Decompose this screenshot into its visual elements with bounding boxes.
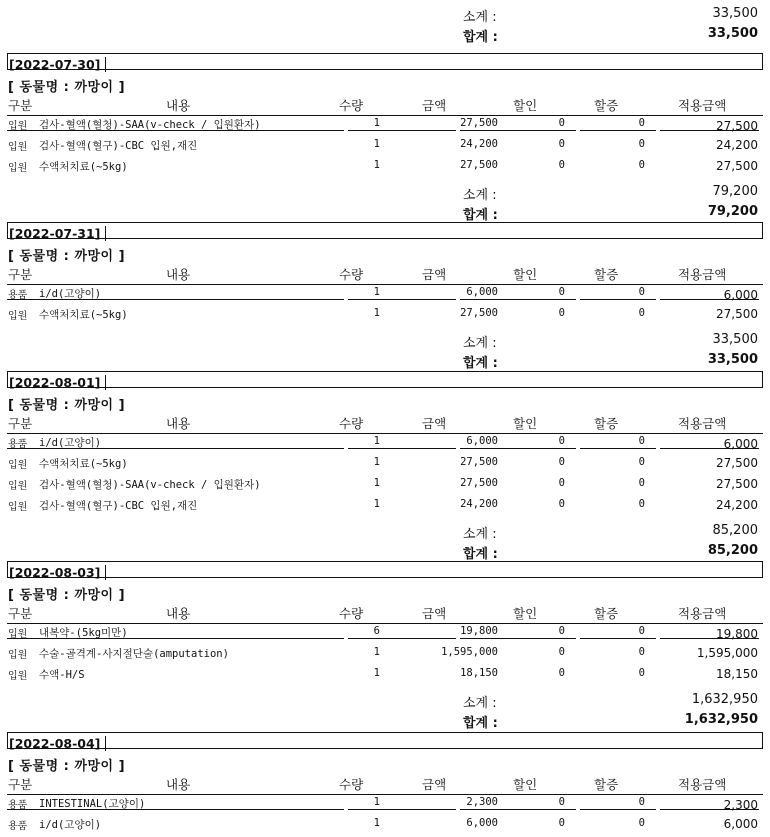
first-row-underline (660, 448, 759, 449)
table-row (0, 646, 770, 666)
col-amount-header: 금액 (422, 606, 447, 621)
row-applied-amount: 6,000 (723, 288, 758, 302)
first-row-underline (580, 299, 656, 300)
row-surcharge: 0 (638, 138, 645, 150)
col-discount-header: 할인 (513, 777, 538, 792)
table-row (0, 307, 770, 327)
row-description: 수액처치료(~5kg) (39, 309, 128, 321)
col-type-header: 구분 (8, 267, 33, 282)
column-header-row (0, 414, 770, 432)
row-quantity: 1 (373, 796, 380, 808)
col-applied-header: 적용금액 (678, 416, 727, 431)
table-row (0, 498, 770, 518)
total-value: 33,500 (707, 352, 758, 367)
row-description: i/d(고양이) (39, 437, 102, 449)
total-value: 85,200 (707, 543, 758, 558)
row-discount: 0 (558, 667, 565, 679)
row-surcharge: 0 (638, 477, 645, 489)
row-discount: 0 (558, 117, 565, 129)
row-type: 용품 (8, 800, 28, 811)
date-header-box (7, 53, 763, 70)
col-type-header: 구분 (8, 606, 33, 621)
row-quantity: 1 (373, 498, 380, 510)
col-surcharge-header: 할증 (594, 98, 619, 113)
total-label: 합계 : (463, 30, 498, 45)
table-row (0, 817, 770, 837)
table-row (0, 456, 770, 476)
row-type: 입원 (8, 481, 28, 492)
row-discount: 0 (558, 307, 565, 319)
row-type: 입원 (8, 650, 28, 661)
col-desc-header: 내용 (166, 606, 191, 621)
col-type-header: 구분 (8, 98, 33, 113)
row-type: 입원 (8, 121, 28, 132)
subtotal-label: 소계 : (463, 10, 497, 25)
row-applied-amount: 27,500 (716, 307, 758, 321)
col-qty-header: 수량 (339, 416, 364, 431)
row-applied-amount: 24,200 (716, 498, 758, 512)
animal-name-label: [ 동물명 : 까망이 ] (8, 398, 126, 413)
row-surcharge: 0 (638, 286, 645, 298)
col-qty-header: 수량 (339, 98, 364, 113)
row-surcharge: 0 (638, 646, 645, 658)
first-row-underline (660, 299, 759, 300)
row-type: 입원 (8, 502, 28, 513)
total-label: 합계 : (463, 208, 498, 223)
row-description: 검사-혈액(혈구)-CBC 입원,재진 (39, 500, 198, 512)
date-label: [2022-08-03] (8, 565, 106, 580)
subtotal-value: 33,500 (712, 6, 758, 21)
row-surcharge: 0 (638, 159, 645, 171)
date-label: [2022-07-31] (8, 226, 106, 241)
col-surcharge-header: 할증 (594, 606, 619, 621)
row-amount: 27,500 (460, 477, 498, 489)
col-amount-header: 금액 (422, 416, 447, 431)
subtotal-label: 소계 : (463, 696, 497, 711)
row-amount: 6,000 (466, 286, 498, 298)
table-row (0, 117, 770, 137)
total-label: 합계 : (463, 716, 498, 731)
row-surcharge: 0 (638, 625, 645, 637)
row-amount: 24,200 (460, 498, 498, 510)
row-applied-amount: 6,000 (723, 817, 758, 831)
row-description: 내복약-(5kg미만) (39, 627, 128, 639)
col-desc-header: 내용 (166, 267, 191, 282)
row-surcharge: 0 (638, 796, 645, 808)
date-label: [2022-07-30] (8, 57, 106, 72)
row-amount: 24,200 (460, 138, 498, 150)
row-amount: 18,150 (460, 667, 498, 679)
section-total-row (0, 543, 770, 561)
row-applied-amount: 27,500 (716, 456, 758, 470)
col-surcharge-header: 할증 (594, 777, 619, 792)
subtotal-value: 1,632,950 (691, 692, 758, 707)
row-quantity: 1 (373, 477, 380, 489)
col-discount-header: 할인 (513, 98, 538, 113)
row-surcharge: 0 (638, 456, 645, 468)
row-surcharge: 0 (638, 667, 645, 679)
row-amount: 6,000 (466, 435, 498, 447)
col-type-header: 구분 (8, 777, 33, 792)
row-amount: 1,595,000 (441, 646, 498, 658)
first-row-underline (460, 448, 576, 449)
section-subtotal-row (0, 184, 770, 202)
col-applied-header: 적용금액 (678, 98, 727, 113)
row-quantity: 6 (373, 625, 380, 637)
section-subtotal-row (0, 523, 770, 541)
table-row (0, 625, 770, 645)
row-quantity: 1 (373, 307, 380, 319)
row-type: 입원 (8, 142, 28, 153)
first-row-underline (460, 299, 576, 300)
row-quantity: 1 (373, 159, 380, 171)
row-type: 입원 (8, 629, 28, 640)
row-quantity: 1 (373, 817, 380, 829)
section-total-row (0, 204, 770, 222)
col-applied-header: 적용금액 (678, 267, 727, 282)
row-description: i/d(고양이) (39, 819, 102, 831)
col-amount-header: 금액 (422, 267, 447, 282)
first-row-underline (7, 130, 344, 131)
col-discount-header: 할인 (513, 267, 538, 282)
row-description: 수액처치료(~5kg) (39, 161, 128, 173)
row-applied-amount: 2,300 (723, 798, 758, 812)
first-row-underline (580, 638, 656, 639)
row-applied-amount: 1,595,000 (696, 646, 758, 660)
row-applied-amount: 27,500 (716, 477, 758, 491)
row-description: INTESTINAL(고양이) (39, 798, 146, 810)
row-discount: 0 (558, 796, 565, 808)
first-row-underline (580, 809, 656, 810)
col-discount-header: 할인 (513, 606, 538, 621)
first-row-underline (580, 130, 656, 131)
subtotal-value: 79,200 (712, 184, 758, 199)
top-total-row (0, 26, 770, 44)
row-type: 용품 (8, 290, 28, 301)
header-divider (7, 433, 763, 434)
row-description: 수액처치료(~5kg) (39, 458, 128, 470)
col-applied-header: 적용금액 (678, 777, 727, 792)
first-row-underline (7, 638, 344, 639)
row-amount: 27,500 (460, 159, 498, 171)
row-discount: 0 (558, 498, 565, 510)
total-label: 합계 : (463, 547, 498, 562)
first-row-underline (660, 130, 759, 131)
first-row-underline (460, 809, 576, 810)
row-applied-amount: 24,200 (716, 138, 758, 152)
row-applied-amount: 27,500 (716, 159, 758, 173)
row-description: 검사-혈액(혈청)-SAA(v-check / 입원환자) (39, 119, 261, 131)
row-description: 수술-골격계-사지절단술(amputation) (39, 648, 229, 660)
col-desc-header: 내용 (166, 98, 191, 113)
row-discount: 0 (558, 159, 565, 171)
table-row (0, 796, 770, 816)
row-quantity: 1 (373, 456, 380, 468)
row-amount: 19,800 (460, 625, 498, 637)
col-desc-header: 내용 (166, 777, 191, 792)
col-surcharge-header: 할증 (594, 267, 619, 282)
row-quantity: 1 (373, 117, 380, 129)
date-header-box (7, 371, 763, 388)
table-row (0, 286, 770, 306)
total-value: 79,200 (707, 204, 758, 219)
col-discount-header: 할인 (513, 416, 538, 431)
subtotal-label: 소계 : (463, 527, 497, 542)
row-amount: 27,500 (460, 307, 498, 319)
total-label: 합계 : (463, 356, 498, 371)
col-type-header: 구분 (8, 416, 33, 431)
row-amount: 6,000 (466, 817, 498, 829)
animal-name-label: [ 동물명 : 까망이 ] (8, 80, 126, 95)
row-description: 검사-혈액(혈구)-CBC 입원,재진 (39, 140, 198, 152)
animal-name-label: [ 동물명 : 까망이 ] (8, 249, 126, 264)
row-discount: 0 (558, 138, 565, 150)
row-surcharge: 0 (638, 498, 645, 510)
row-type: 입원 (8, 163, 28, 174)
section-subtotal-row (0, 332, 770, 350)
first-row-underline (460, 130, 576, 131)
first-row-underline (348, 809, 456, 810)
table-row (0, 477, 770, 497)
row-quantity: 1 (373, 435, 380, 447)
header-divider (7, 623, 763, 624)
row-quantity: 1 (373, 286, 380, 298)
animal-name-label: [ 동물명 : 까망이 ] (8, 588, 126, 603)
date-label: [2022-08-04] (8, 736, 106, 751)
first-row-underline (348, 130, 456, 131)
col-amount-header: 금액 (422, 98, 447, 113)
row-applied-amount: 27,500 (716, 119, 758, 133)
top-subtotal-row (0, 6, 770, 24)
row-description: 검사-혈액(혈청)-SAA(v-check / 입원환자) (39, 479, 261, 491)
col-surcharge-header: 할증 (594, 416, 619, 431)
row-amount: 27,500 (460, 456, 498, 468)
date-header-box (7, 222, 763, 239)
row-quantity: 1 (373, 138, 380, 150)
first-row-underline (7, 448, 344, 449)
subtotal-label: 소계 : (463, 336, 497, 351)
row-type: 입원 (8, 311, 28, 322)
row-discount: 0 (558, 625, 565, 637)
row-quantity: 1 (373, 667, 380, 679)
row-surcharge: 0 (638, 307, 645, 319)
first-row-underline (660, 809, 759, 810)
date-label: [2022-08-01] (8, 375, 106, 390)
row-discount: 0 (558, 286, 565, 298)
header-divider (7, 284, 763, 285)
first-row-underline (348, 448, 456, 449)
date-header-box (7, 561, 763, 578)
date-header-box (7, 732, 763, 749)
row-description: i/d(고양이) (39, 288, 102, 300)
first-row-underline (348, 638, 456, 639)
first-row-underline (460, 638, 576, 639)
total-value: 33,500 (707, 26, 758, 41)
first-row-underline (7, 809, 344, 810)
header-divider (7, 794, 763, 795)
row-description: 수액-H/S (39, 669, 85, 681)
table-row (0, 159, 770, 179)
row-type: 입원 (8, 671, 28, 682)
row-applied-amount: 18,150 (716, 667, 758, 681)
col-applied-header: 적용금액 (678, 606, 727, 621)
row-discount: 0 (558, 817, 565, 829)
animal-name-label: [ 동물명 : 까망이 ] (8, 759, 126, 774)
row-discount: 0 (558, 646, 565, 658)
section-subtotal-row (0, 692, 770, 710)
row-amount: 2,300 (466, 796, 498, 808)
row-type: 용품 (8, 439, 28, 450)
row-surcharge: 0 (638, 817, 645, 829)
first-row-underline (660, 638, 759, 639)
table-row (0, 435, 770, 455)
row-type: 용품 (8, 821, 28, 832)
subtotal-label: 소계 : (463, 188, 497, 203)
table-row (0, 138, 770, 158)
col-amount-header: 금액 (422, 777, 447, 792)
row-amount: 27,500 (460, 117, 498, 129)
col-qty-header: 수량 (339, 267, 364, 282)
row-type: 입원 (8, 460, 28, 471)
row-surcharge: 0 (638, 117, 645, 129)
column-header-row (0, 604, 770, 622)
col-desc-header: 내용 (166, 416, 191, 431)
row-discount: 0 (558, 456, 565, 468)
row-applied-amount: 6,000 (723, 437, 758, 451)
section-total-row (0, 712, 770, 730)
first-row-underline (348, 299, 456, 300)
column-header-row (0, 775, 770, 793)
subtotal-value: 33,500 (712, 332, 758, 347)
col-qty-header: 수량 (339, 606, 364, 621)
section-total-row (0, 352, 770, 370)
row-discount: 0 (558, 477, 565, 489)
row-applied-amount: 19,800 (716, 627, 758, 641)
column-header-row (0, 265, 770, 283)
header-divider (7, 115, 763, 116)
col-qty-header: 수량 (339, 777, 364, 792)
subtotal-value: 85,200 (712, 523, 758, 538)
first-row-underline (7, 299, 344, 300)
table-row (0, 667, 770, 687)
total-value: 1,632,950 (684, 712, 758, 727)
row-quantity: 1 (373, 646, 380, 658)
row-discount: 0 (558, 435, 565, 447)
column-header-row (0, 96, 770, 114)
row-surcharge: 0 (638, 435, 645, 447)
first-row-underline (580, 448, 656, 449)
